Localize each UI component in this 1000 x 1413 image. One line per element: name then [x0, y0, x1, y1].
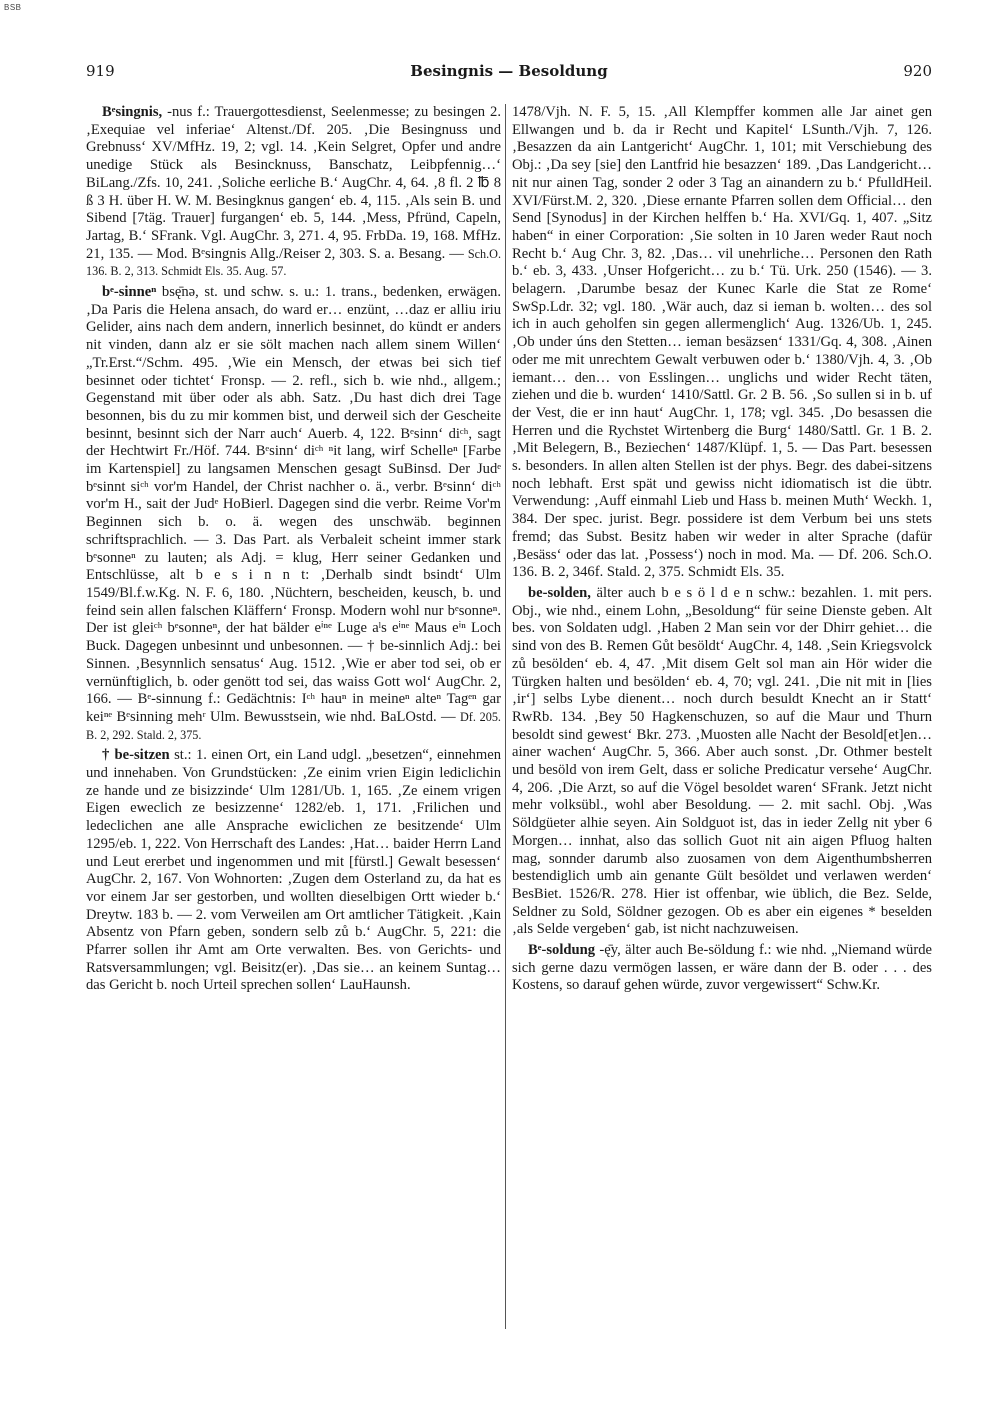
page-title: Besingnis — Besoldung [410, 62, 608, 80]
entry-text: st.: 1. einen Ort, ein Land udgl. „besetzen“, einnehmen und innehaben. Von Grundstücken: ‚Ze einim vrien Eigin lediclichin ze hande und ze bisizzinde‘ Ulm 1281/Ub. 1, 165. ‚Ze einem vrigen Eigen eweclich ze besizzenne‘ 1282/eb. 1, 171. ‚Frilichen und ledeclichen ane alle Ansprache ewiclichen ze besitzende‘ Ulm 1295/eb. 1, 222. Von Herrschaft des Landes: ‚Hat… baider Herrn Land und Leut ererbet und ingenommen und mit [fürstl.] Gewalt besessen‘ AugChr. 2, 167. Von Wohnorten: ‚Zugen dem Osterland zu, da hat es vor einem Jar ser gestorben, und wollten dieselbigen Ortt wieder b.‘ Dreytw. 183 b. — 2. vom Verweilen am Ort amtlicher Tätigkeit. ‚Kain Absentz von Pfarn geben, sondern selb zů b.‘ AugChr. 5, 221: die Pfarrer sollen ihr Amt am Orte verwalten. Bes. von Gerichts- und Ratsversammlungen; vgl. Beisitz(er). ‚Das sie… an keinem Suntag… das Gericht b. noch Urteil sprechen sollen‘ LauHaunsh. [86, 747, 501, 994]
dictionary-entry [86, 284, 501, 744]
entry-text: -ę̄y, älter auch Be-söldung f.: wie nhd. „Niemand würde sich gerne dazu vermögen lassen, er wäre dann der B. oder . . . des Kostens, so darauf gehen würde, zuvor vergewissert“ Schw.Kr. [512, 942, 932, 994]
entry-lemma: † be-sitzen [102, 747, 170, 764]
entry-text: -nus f.: Trauergottesdienst, Seelenmesse; zu besingen 2. ‚Exequiae vel inferiae‘ Altenst./Df. 205. ‚Die Besingnuss und Grebnuss‘ XV/MfHz. 19, 2; vgl. 14. ‚Kein Selgret, Opfer und andre unedige Stück als Besincknuss, Banschatz, Leibpfennig…‘ BiLang./Zfs. 10, 241. ‚Soliche eerliche B.‘ AugChr. 4, 64. ‚8 fl. 2 ℔ 8 ß 3 H. über H. W. M. Besingknus gangen‘ eb. 4, 115. ‚Als sein B. und Sibend [7täg. Trauer] furgangen‘ eb. 5, 144. ‚Mess, Pfründ, Capeln, Jartag, B.‘ SFrank. Vgl. AugChr. 3, 271. 4, 95. FrbDa. 19, 168. MfHz. 21, 135. — Mod. Bᵉsingnis Allg./Reiser 2, 303. S. a. Besang. — [86, 104, 501, 262]
page-number-right: 920 [903, 62, 932, 80]
library-stamp: BSB [4, 3, 22, 12]
entry-text: älter auch b e s ö l d e n schw.: bezahlen. 1. mit pers. Obj., wie nhd., einem Lohn, „Besoldung“ für seine Dienste geben. Alt bes. von Soldaten udgl. ‚Haben 2 Man sein vor der Dhirr gehiet… die sind von des B. Remen Gůt besöldt‘ AugChr. 4, 148. ‚Sein Kriegsvolck zů besölden‘ eb. 4, 47. ‚Mit disem Gelt sol man ain Hör wider die Türgken halten und besölden‘ eb. 4, 70; vgl. 241. ‚Die nit mit in [lies ‚ir‘] selbs Lybe dienent… noch durch besuldt Knecht an ir Statt‘ RwRb. 134. ‚Bey 50 Hagkenschuzen, so auf die Maur und Thurn besoldt sind gewest‘ Bkr. 273. ‚Muosten alle Nacht der Besold[et]en… ainer wachen‘ AugChr. 5, 366. Aber auch sonst. ‚Dr. Othmer bestelt und besöld von irem Gelt, dass er soliche Predicatur versehe‘ AugChr. 4, 206. ‚Die Arzt, so auf die Vögel besoldet waren‘ SFrank. Jetzt nicht mehr volksübl., wohl aber Besoldung. — 2. mit sachl. Obj. ‚Was Söldgüeter alhie seyen. Ain Soldguot ist, das in ieder Zellg nit yber 6 Morgen… innhat, also das sollich Guot nit ain aigen Pfluog halten mag, sonnder darumb also zuosamen von dem Aigenthumbsherren bestendiglich umb ain genante Gült besöldet und verlawen werden‘ BesBiet. 1526/R. 278. Hier ist offenbar, wie üblich, die Bez. Selde, Seldner zu Sold, Söldner gezogen. Ob es aber ein eigenes * beselden ‚als Selde vergeben‘ gab, ist nicht nachzuweisen. [512, 584, 932, 938]
entry-references: Das Part. besessen s. besonders. In allen alten Stellen ist der phys. Begr. des dabei-sitzens noch lebhaft. Erst spät und gewiss nicht idiomatisch ist die übtr. Verwendung: ‚Auff einmahl Lieb und Hass b. meinen Muth‘ Weckh. 1, 384. Der spec. jurist. Begr. possidere ist dem Verbum bei uns stets fremd; das Subst. Besitz haben wir weder in alter Sprache (dafür ‚Besäss‘ oder das lat. ‚Possess‘) noch in mod. Ma. — Df. 206. Sch.O. 136. B. 2, 346f. Stald. 2, 375. Schmidt Els. 35. [512, 440, 932, 581]
dictionary-entry-continued [512, 104, 932, 582]
column-divider [505, 104, 506, 1329]
entry-text: bsę̄nə, st. und schw. s. u.: 1. trans., bedenken, erwägen. ‚Da Paris die Helena ansach, do ward er… enzünt, …daz er alliu iriu Gelider, ains nach dem andern, innerlich besinnet, do kündt er anders nit vinden, dann alz er sie sölt machen nach allem sinem Willen‘ „Tr.Erst.“/Schm. 495. ‚Wie ein Mensch, der etwas bei sich tief besinnet oder tichtet‘ Fronsp. — 2. refl., sich b. wie nhd., allgem.; Gegenstand mit über oder als abh. Satz. ‚Du hast dich drei Tage besonnen, bis du zu mir kommen bist, und derweil sich der Gescheite besinnt, besinnt sich der Narr auch‘ Auerb. 4, 122. Bᵉsinn‘ diᶜʰ, sagt der Hechtwirt Fr./Höf. 744. Bᵉsinn‘ diᶜʰ ⁿit lang, wirf Schelleⁿ [Farbe im Kartenspiel] zu langsamen Menschen gesagt SuBinsd. Der Judᵉ bᵉsinnt siᶜʰ vor'm Handel, der Christ nachher o. ä., verbr. Bᵉsinn‘ diᶜʰ vor'm H., sait der Judᵉ HoBierl. Dagegen sind die verbr. Reime Vor'm Beginnen sich b. o. ä. wegen des unschwäb. beginnen schriftsprachlich. — 3. Das Part. als Verbaleit scheint immer stark bᵉsonneⁿ zu lauten; als Adj. = klug, Herr seiner Gedanken und Entschlüsse, alt b e s i n n t: ‚Derhalb sindt bsindt‘ Ulm 1549/Bl.f.w.Kg. N. F. 6, 180. ‚Nüchtern, bescheiden, keusch, b. und feind sein allen falschen Kläffern‘ Fronsp. Modern wohl nur bᵉsonneⁿ. Der ist gleiᶜʰ bᵉsonneⁿ, der hat bälder eⁱⁿᵉ Luge aˡs eⁱⁿᵉ Maus eⁱⁿ Loch Buck. Dagegen unbesinnt und unbesonnen. — † be-sinnlich Adj.: bei Sinnen. ‚Besynnlich sensatus‘ Aug. 1512. ‚Wie er aber tod sei, ob er vernünftiglich, b. oder genött tod sei, das waiss Gott wol‘ AugChr. 2, 166. — Bᵉ-sinnung f.: Gedächtnis: Iᶜʰ hauⁿ in meineⁿ alteⁿ Tagᵉⁿ gar keiⁿᵉ Bᵉsinning mehʳ Ulm. Bewusstsein, wie nhd. BaLOstd. — [86, 284, 501, 725]
dictionary-entry [512, 585, 932, 939]
page-header [86, 62, 932, 84]
entry-text: 1478/Vjh. N. F. 5, 15. ‚All Klempffer kommen alle Jar ainet gen Ellwangen und b. da ir Recht und Kapitel‘ LSunth./Vjh. 7, 126. ‚Besazzen da ain Lantgericht‘ AugChr. 1, 101; mit Verschiebung des Obj.: ‚Da sey [sie] den Lantfrid hie besazzen‘ 189. ‚Das Landgericht… nit nur ainen Tag, sonder 2 oder 3 Tag an ainandern zu b.‘ PfulldHeil. XVI/Fürst.M. 2, 320. ‚Diese ernante Pfarren sollen dem Official… den Send [Synodus] in der Kirchen helffen b.‘ Ha. XVI/Gq. 1, 407. „Sitz haben“ in einer Corporation: ‚Sie solten in 10 Jaren weder Raut noch Recht b.‘ Aug Chr. 3, 82. ‚Das… vil unehrliche… Personen den Rath b.‘ eb. 3, 433. ‚Unser Hofgericht… zu b.‘ Tü. Urk. 250 (1546). — 3. belagern. ‚Darumbe besaz der Kunec Karle die Stat ze Rome‘ SwSp.Ldr. 32; vgl. 180. ‚Wär auch, daz si ieman b. wolten… des sol ich in auch geholfen sin gegen allermenglich‘ Aug. 1326/Ub. 1, 245. ‚Ob under úns den Stetten… ieman besäzsen‘ 1331/Gq. 4, 308. ‚Ainen oder me mit unrechtem Gewalt verbuwen oder b.‘ 1380/Vjh. 4, 3. ‚Ob iemant… den… von Esslingen… unglichs und wider Recht täten, ziehen und die b. wurden‘ 1410/Sattl. Gr. 2 B. 56. ‚So sullen si in b. uf der Vest, die er inn haut‘ AugChr. 1, 178; vgl. 345. ‚Do besassen die Herren und die Rychstet Wirtenberg die Burg‘ 1480/Sattl. Gr. 1 B. 2. ‚Mit Belegern, B., Beziechen‘ 1487/Klüpf. 1, 5. — [512, 104, 932, 457]
entry-lemma: bᵉ-sinneⁿ [102, 284, 157, 301]
left-column [86, 104, 501, 1329]
entry-lemma: Bᵉ-soldung [528, 942, 596, 959]
dictionary-entry [512, 942, 932, 995]
entry-references: Sch.O. 136. B. 2, 313. Schmidt Els. 35. Aug. 57. [86, 246, 501, 279]
right-column [512, 104, 932, 1329]
dictionary-entry [86, 104, 501, 281]
entry-references: Df. 205. B. 2, 292. Stald. 2, 375. [86, 709, 501, 742]
entry-lemma: Bᵉsingnis, [102, 104, 163, 120]
page-number-left: 919 [86, 62, 115, 80]
dictionary-entry [86, 747, 501, 995]
entry-lemma: be-solden, [528, 584, 591, 601]
